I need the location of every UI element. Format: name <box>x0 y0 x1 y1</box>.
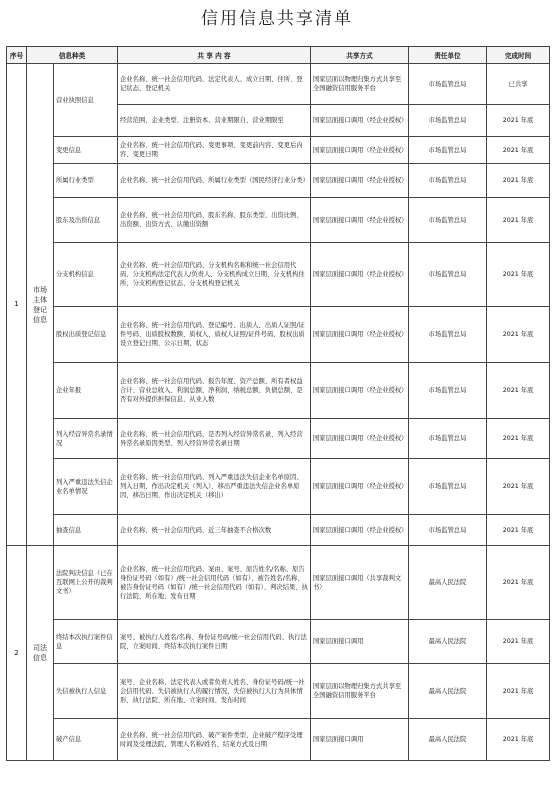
responsible-unit: 市场监管总局 <box>409 198 487 243</box>
table-row <box>7 459 550 515</box>
category-label: 市场主体登记信息 <box>33 285 47 324</box>
completion-time: 2021 年底 <box>487 419 550 459</box>
share-content: 经营范围、企业类型、注册资本、营业期限自、营业期限至 <box>118 105 311 137</box>
table-row <box>7 64 550 105</box>
completion-time: 2021 年底 <box>487 198 550 243</box>
completion-time: 2021 年底 <box>487 515 550 546</box>
info-type: 企业年报 <box>54 363 118 419</box>
table-row <box>7 307 550 363</box>
share-method: 国家层面以物理归集方式共享至全国融资信用服务平台 <box>311 664 409 719</box>
table-row <box>7 546 550 620</box>
header-unit: 责任单位 <box>409 47 487 64</box>
responsible-unit: 最高人民法院 <box>409 719 487 761</box>
share-content: 企业名称、统一社会信用代码、列入严重违法失信企业名单原因、列入日期、作出决定机关（列入）、移出严重违法失信企业名单原因、移出日期、作出决定机关（移出） <box>118 459 311 515</box>
info-type: 变更信息 <box>54 137 118 164</box>
share-method: 国家层面接口调用 <box>311 620 409 664</box>
table-row <box>7 164 550 198</box>
table-row <box>7 137 550 164</box>
share-content: 企业名称、统一社会信用代码、法定代表人、成立日期、住所、登记状态、登记机关 <box>118 64 311 105</box>
share-method: 国家层面接口调用（经企业授权） <box>311 198 409 243</box>
share-content: 案号、企业名称、法定代表人或者负责人姓名、身份证号码/统一社会信用代码、失信被执行人的履行情况、失信被执行人行为具体情形、执行法院、所在地、立案时间、发布时间 <box>118 664 311 719</box>
header-content: 共 享 内 容 <box>118 47 311 64</box>
table-row <box>7 363 550 419</box>
share-content: 企业名称、统一社会信用代码、报告年度、资产总额、所有者权益合计、营业总收入、利润总额、净利润、纳税总额、负债总额、是否有对外提供担保信息、从业人数 <box>118 363 311 419</box>
completion-time: 2021 年底 <box>487 105 550 137</box>
share-method: 国家层面以物理归集方式共享至全国融资信用服务平台 <box>311 64 409 105</box>
share-method: 国家层面接口调用（经企业授权） <box>311 515 409 546</box>
responsible-unit: 市场监管总局 <box>409 243 487 307</box>
responsible-unit: 市场监管总局 <box>409 137 487 164</box>
completion-time: 2021 年底 <box>487 620 550 664</box>
header-type: 信息种类 <box>27 47 118 64</box>
table-row <box>7 719 550 761</box>
row-number: 1 <box>7 64 27 546</box>
share-method: 国家层面接口调用 <box>311 719 409 761</box>
completion-time: 2021 年底 <box>487 664 550 719</box>
responsible-unit: 最高人民法院 <box>409 664 487 719</box>
share-method: 国家层面接口调用（经企业授权） <box>311 307 409 363</box>
responsible-unit: 市场监管总局 <box>409 105 487 137</box>
responsible-unit: 最高人民法院 <box>409 546 487 620</box>
share-content: 企业名称、统一社会信用代码、分支机构名称和统一社会信用代码、分支机构法定代表人/负责人、分支机构成立日期、分支机构住所、分支机构登记状态、分支机构登记机关 <box>118 243 311 307</box>
info-type: 破产信息 <box>54 719 118 761</box>
completion-time: 2021 年底 <box>487 546 550 620</box>
responsible-unit: 市场监管总局 <box>409 515 487 546</box>
share-method: 国家层面接口调用（经企业授权） <box>311 419 409 459</box>
info-type: 列入严重违法失信企业名单情况 <box>54 459 118 515</box>
info-type: 失信被执行人信息 <box>54 664 118 719</box>
share-content: 案号、被执行人姓名/名称、身份证号码/统一社会信用代码、执行法院、立案时间、终结本次执行案件日期 <box>118 620 311 664</box>
header-row <box>7 47 550 64</box>
share-content: 企业名称、统一社会信用代码、所属行业类型（国民经济行业分类） <box>118 164 311 198</box>
share-content: 企业名称、统一社会信用代码、登记编号、出质人、出质人证照/证件号码、出质股权数额、质权人、质权人证照/证件号码、股权出质设立登记日期、公示日期、状态 <box>118 307 311 363</box>
completion-time: 2021 年底 <box>487 307 550 363</box>
responsible-unit: 市场监管总局 <box>409 363 487 419</box>
share-content: 企业名称、统一社会信用代码、是否列入经营异常名录、列入经营异常名录原因类型、列入经营异常名录日期 <box>118 419 311 459</box>
completion-time: 2021 年底 <box>487 719 550 761</box>
category-label: 司法信息 <box>33 644 47 662</box>
responsible-unit: 市场监管总局 <box>409 164 487 198</box>
header-method: 共享方式 <box>311 47 409 64</box>
info-type: 终结本次执行案件信息 <box>54 620 118 664</box>
completion-time: 2021 年底 <box>487 363 550 419</box>
completion-time: 2021 年底 <box>487 137 550 164</box>
page-title: 信用信息共享清单 <box>201 9 353 29</box>
completion-time: 已共享 <box>487 64 550 105</box>
info-type: 股权出质登记信息 <box>54 307 118 363</box>
share-content: 企业名称、统一社会信用代码、近三年抽查不合格次数 <box>118 515 311 546</box>
share-method: 国家层面接口调用（经企业授权） <box>311 363 409 419</box>
share-content: 企业名称、统一社会信用代码、破产案件类型、企业破产程序受理时间及受理法院、管理人名称/姓名、结案方式及日期 <box>118 719 311 761</box>
credit-info-table <box>6 46 550 761</box>
responsible-unit: 市场监管总局 <box>409 64 487 105</box>
share-method: 国家层面接口调用（经企业授权） <box>311 459 409 515</box>
info-type: 股东及出资信息 <box>54 198 118 243</box>
responsible-unit: 市场监管总局 <box>409 419 487 459</box>
header-time: 完成时间 <box>487 47 550 64</box>
header-no: 序号 <box>7 47 27 64</box>
completion-time: 2021 年底 <box>487 164 550 198</box>
info-type: 列入经营异常名录情况 <box>54 419 118 459</box>
share-method: 国家层面接口调用（共享裁判文书） <box>311 546 409 620</box>
table-row <box>7 243 550 307</box>
share-method: 国家层面接口调用（经企业授权） <box>311 137 409 164</box>
share-content: 企业名称、统一社会信用代码、变更事项、变更前内容、变更后内容、变更日期 <box>118 137 311 164</box>
table-row <box>7 419 550 459</box>
share-content: 企业名称、统一社会信用代码、案由、案号、原告姓名/名称、原告身份证号码（如有）/统一社会信用代码（如有）、被告姓名/名称、被告身份证号码（如有）/统一社会信用代码（如有）、判决结果、执行法院、所在地、发布日期 <box>118 546 311 620</box>
category-cell <box>27 64 54 546</box>
table-row <box>7 515 550 546</box>
info-type: 法院判决信息（已在互联网上公开的裁判文书） <box>54 546 118 620</box>
info-type: 营业执照信息 <box>54 64 118 137</box>
completion-time: 2021 年底 <box>487 459 550 515</box>
share-content: 企业名称、统一社会信用代码、股东名称、股东类型、出资比例、出资额、出资方式、认缴出资额 <box>118 198 311 243</box>
share-method: 国家层面接口调用（经企业授权） <box>311 105 409 137</box>
table-row <box>7 664 550 719</box>
info-type: 抽查信息 <box>54 515 118 546</box>
row-number: 2 <box>7 546 27 761</box>
info-type: 分支机构信息 <box>54 243 118 307</box>
info-type: 所属行业类型 <box>54 164 118 198</box>
share-method: 国家层面接口调用（经企业授权） <box>311 243 409 307</box>
category-cell <box>27 546 54 761</box>
responsible-unit: 市场监管总局 <box>409 307 487 363</box>
table-row <box>7 198 550 243</box>
responsible-unit: 最高人民法院 <box>409 620 487 664</box>
completion-time: 2021 年底 <box>487 243 550 307</box>
table-row <box>7 620 550 664</box>
share-method: 国家层面接口调用（经企业授权） <box>311 164 409 198</box>
responsible-unit: 市场监管总局 <box>409 459 487 515</box>
